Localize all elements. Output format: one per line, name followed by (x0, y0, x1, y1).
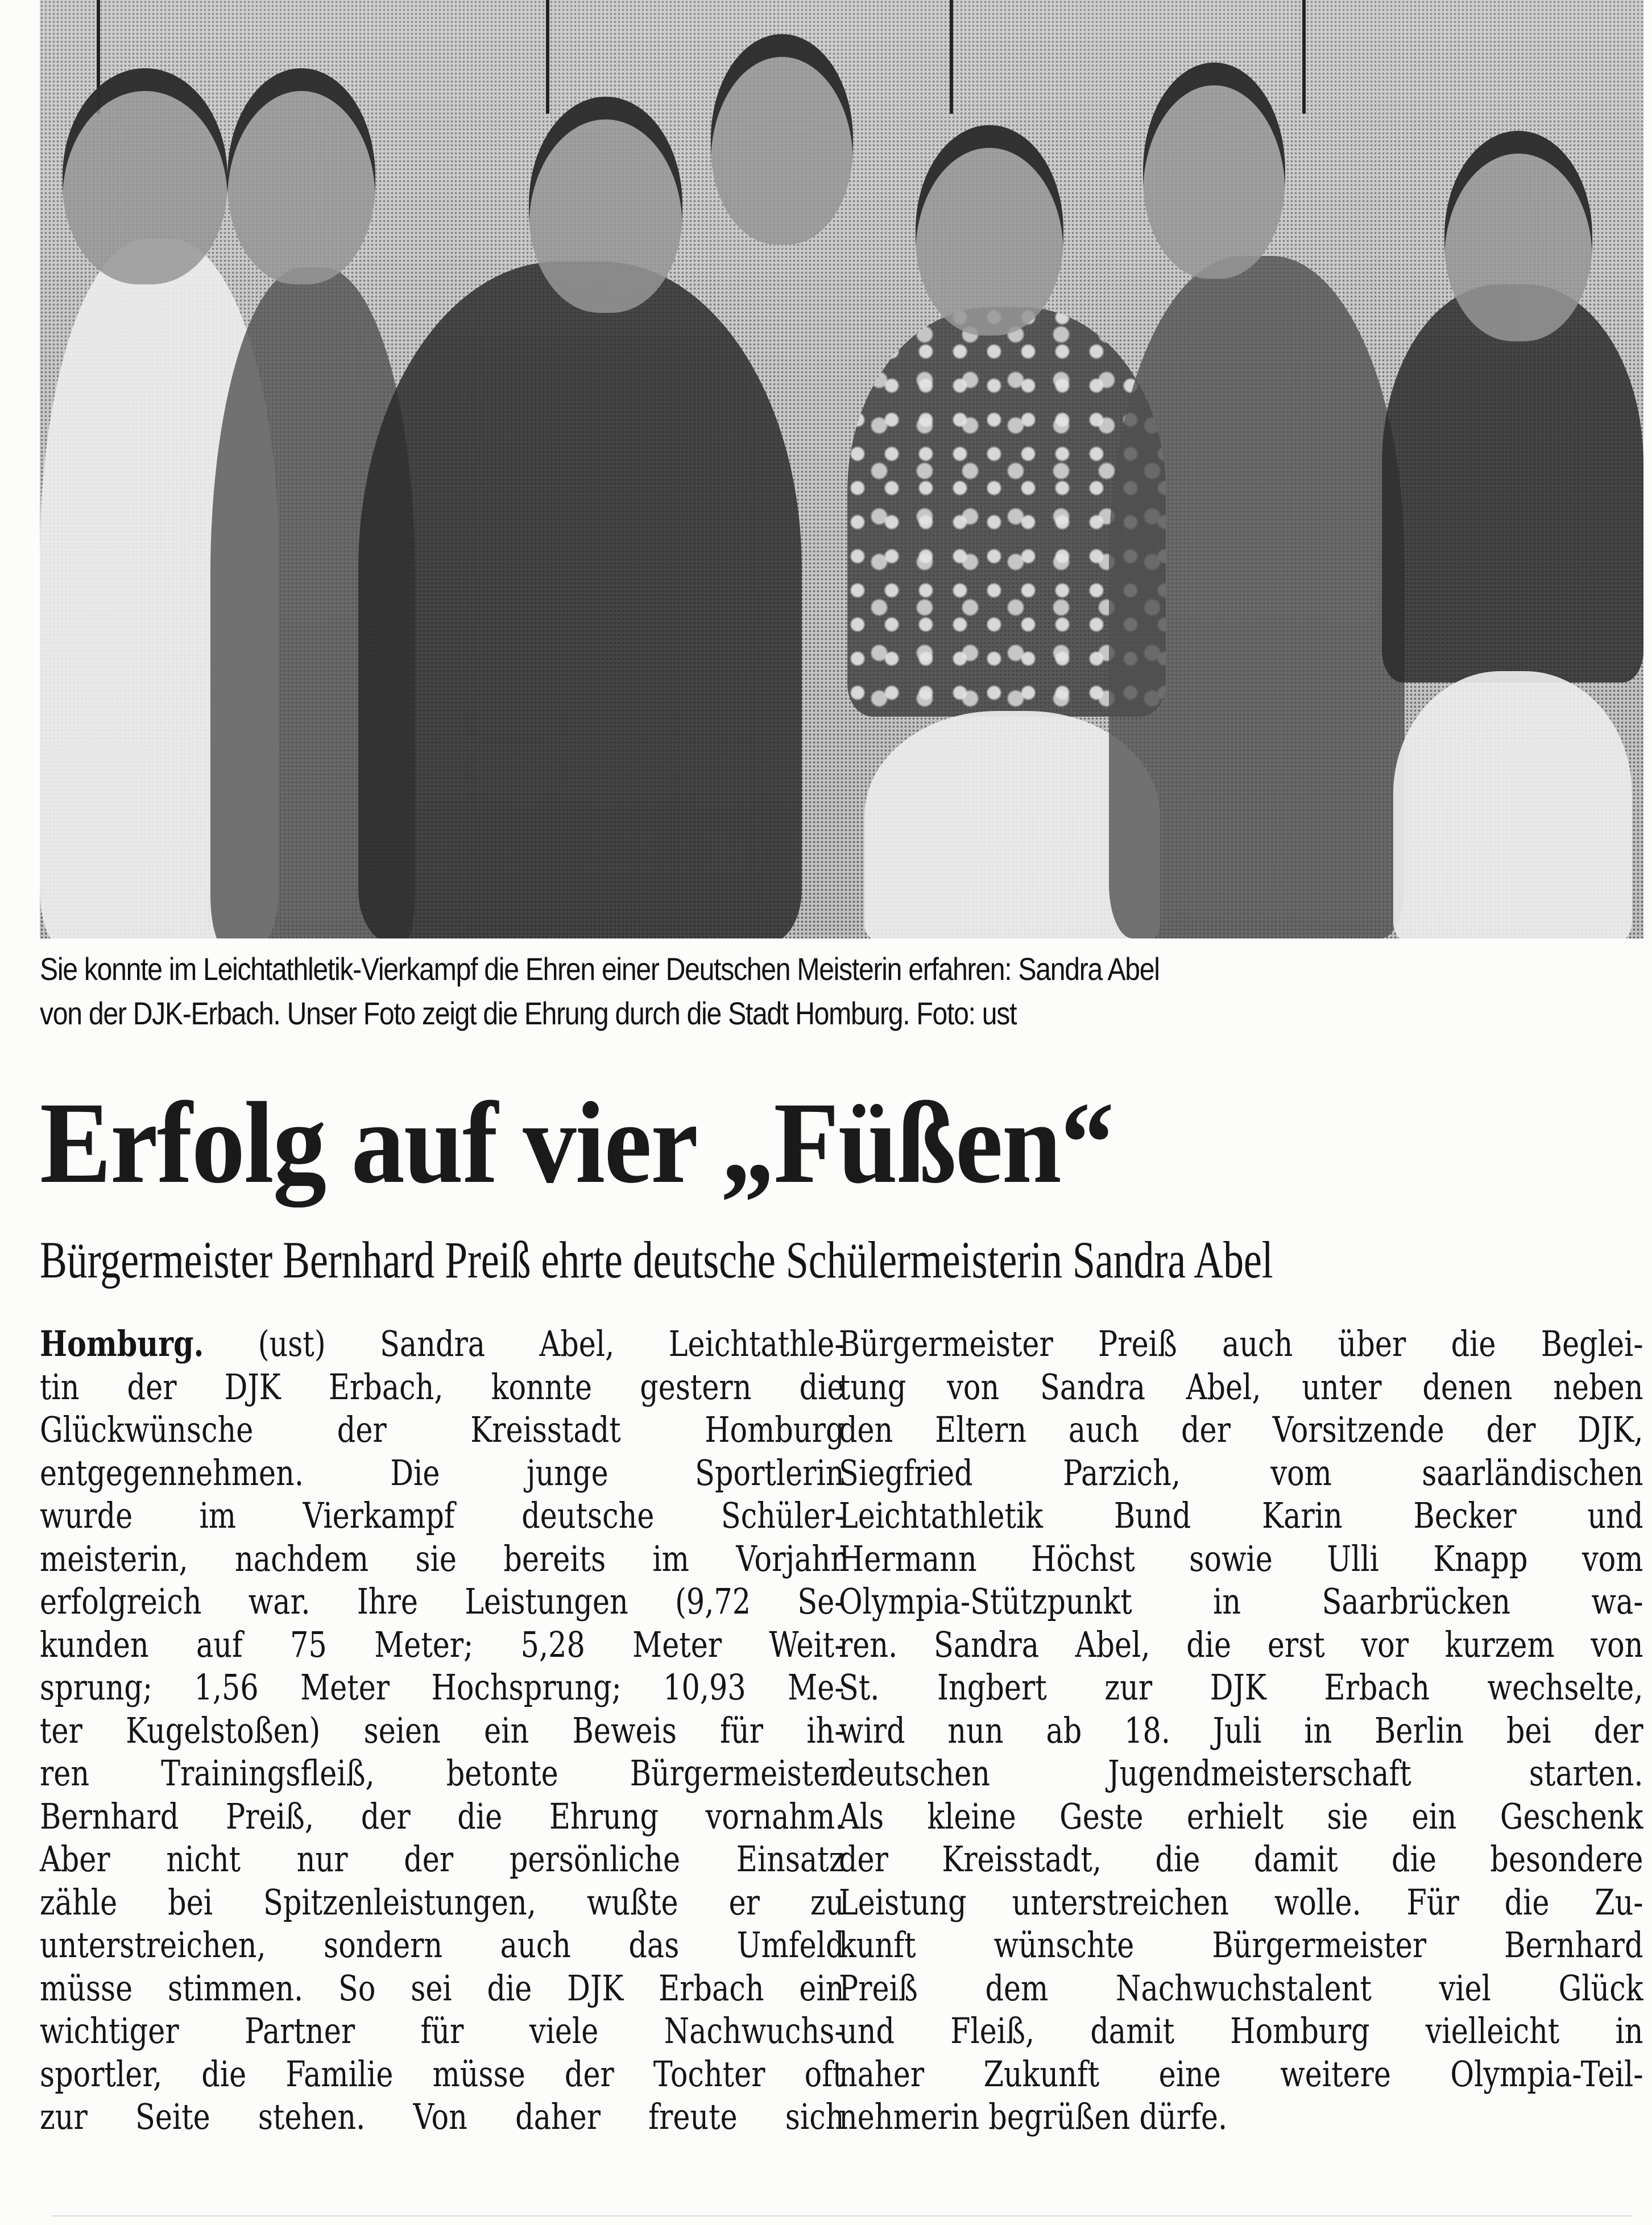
article-line: meisterin, nachdem sie bereits im Vorjahr (40, 1537, 844, 1579)
photo-person-5-head (916, 125, 1063, 336)
article-line: müsse stimmen. So sei die DJK Erbach ein (40, 1967, 844, 2009)
article-line: Bernhard Preiß, der die Ehrung vornahm. (40, 1795, 844, 1837)
article-line: nehmerin begrüßen dürfe. (839, 2096, 1228, 2137)
article-line: Preiß dem Nachwuchstalent viel Glück (839, 1967, 1643, 2009)
photo-person-6-head (1143, 63, 1285, 279)
article-line: Glückwünsche der Kreisstadt Homburg (40, 1409, 844, 1450)
article-headline: Erfolg auf vier „Füßen“ (40, 1078, 1113, 1207)
article-line: Siegfried Parzich, vom saarländischen (839, 1451, 1643, 1494)
photo-person-7 (1382, 284, 1643, 683)
article-line-text: (ust) Sandra Abel, Leichtathle- (204, 1323, 844, 1364)
article-line: wird nun ab 18. Juli in Berlin bei der (839, 1709, 1643, 1751)
article-line: naher Zukunft eine weitere Olympia-Teil- (839, 2053, 1643, 2095)
photo-caption (40, 947, 1624, 1036)
article-line: den Eltern auch der Vorsitzende der DJK, (839, 1409, 1643, 1450)
photo-person-7-trousers (1393, 671, 1632, 938)
photo-background-pole (546, 0, 549, 114)
article-line: Aber nicht nur der persönliche Einsatz (40, 1838, 844, 1880)
article-line (40, 1322, 844, 1366)
article-line: Olympia-Stützpunkt in Saarbrücken wa- (839, 1581, 1643, 1622)
article-line: Bürgermeister Preiß auch über die Beglei- (839, 1323, 1643, 1364)
article-line: kunft wünschte Bürgermeister Bernhard (839, 1924, 1643, 1966)
photo-person-7-head (1444, 131, 1592, 341)
photo-background-pole (1302, 0, 1306, 114)
article-line: zur Seite stehen. Von daher freute sich (40, 2096, 844, 2137)
photo-person-3-head (529, 97, 682, 313)
photo-person-1-head (63, 68, 227, 284)
article-line: Hermann Höchst sowie Ulli Knapp vom (839, 1537, 1643, 1579)
article-line: ren. Sandra Abel, die erst vor kurzem von (839, 1623, 1643, 1665)
article-line: St. Ingbert zur DJK Erbach wechselte, (839, 1666, 1643, 1708)
photo-background-pole (950, 0, 953, 114)
article-line: und Fleiß, damit Homburg vielleicht in (839, 2010, 1643, 2052)
article-line: zähle bei Spitzenleistungen, wußte er zu (40, 1881, 844, 1923)
article-line: deutschen Jugendmeisterschaft starten. (839, 1752, 1643, 1794)
article-line: entgegennehmen. Die junge Sportlerin (40, 1451, 844, 1494)
article-line: ren Trainingsfleiß, betonte Bürgermeister (40, 1752, 844, 1794)
article-line: unterstreichen, sondern auch das Umfeld (40, 1924, 844, 1966)
article-line: Als kleine Geste erhielt sie ein Geschenk (839, 1795, 1643, 1837)
article-line: wichtiger Partner für viele Nachwuchs- (40, 2010, 844, 2052)
article-dateline: Homburg. (40, 1323, 204, 1364)
article-line: Leistung unterstreichen wolle. Für die Zu- (839, 1881, 1643, 1923)
article-line: wurde im Vierkampf deutsche Schüler- (40, 1495, 844, 1536)
caption-line-1: Sie konnte im Leichtathletik-Vierkampf die Ehren einer Deutschen Meisterin erfahren: Sandra Abel (40, 951, 1160, 987)
article-line: der Kreisstadt, die damit die besondere (839, 1838, 1643, 1880)
article-line: tin der DJK Erbach, konnte gestern die (40, 1366, 844, 1408)
article-line: erfolgreich war. Ihre Leistungen (9,72 Se- (40, 1581, 844, 1622)
article-column-left (40, 1322, 844, 2139)
article-line: kunden auf 75 Meter; 5,28 Meter Weit- (40, 1623, 844, 1665)
photo-person-4-head (711, 34, 853, 245)
article-line: sprung; 1,56 Meter Hochsprung; 10,93 Me- (40, 1666, 844, 1708)
photo-person-3-mayor (358, 262, 802, 938)
article-subheadline: Bürgermeister Bernhard Preiß ehrte deutsche Schülermeisterin Sandra Abel (40, 1231, 1273, 1289)
article-line: tung von Sandra Abel, unter denen neben (839, 1366, 1643, 1408)
clipping-bottom-edge (51, 2215, 1632, 2216)
caption-line-2: von der DJK-Erbach. Unser Foto zeigt die Ehrung durch die Stadt Homburg. Foto: ust (40, 995, 1017, 1031)
photo-person-6 (1109, 256, 1405, 938)
photo-person-2-head (227, 68, 375, 284)
article-line: Leichtathletik Bund Karin Becker und (839, 1495, 1643, 1536)
halftone-group-photo (40, 0, 1643, 938)
article-column-right (839, 1322, 1643, 2139)
article-line: ter Kugelstoßen) seien ein Beweis für ih- (40, 1709, 844, 1751)
article-line: sportler, die Familie müsse der Tochter oft (40, 2053, 844, 2095)
